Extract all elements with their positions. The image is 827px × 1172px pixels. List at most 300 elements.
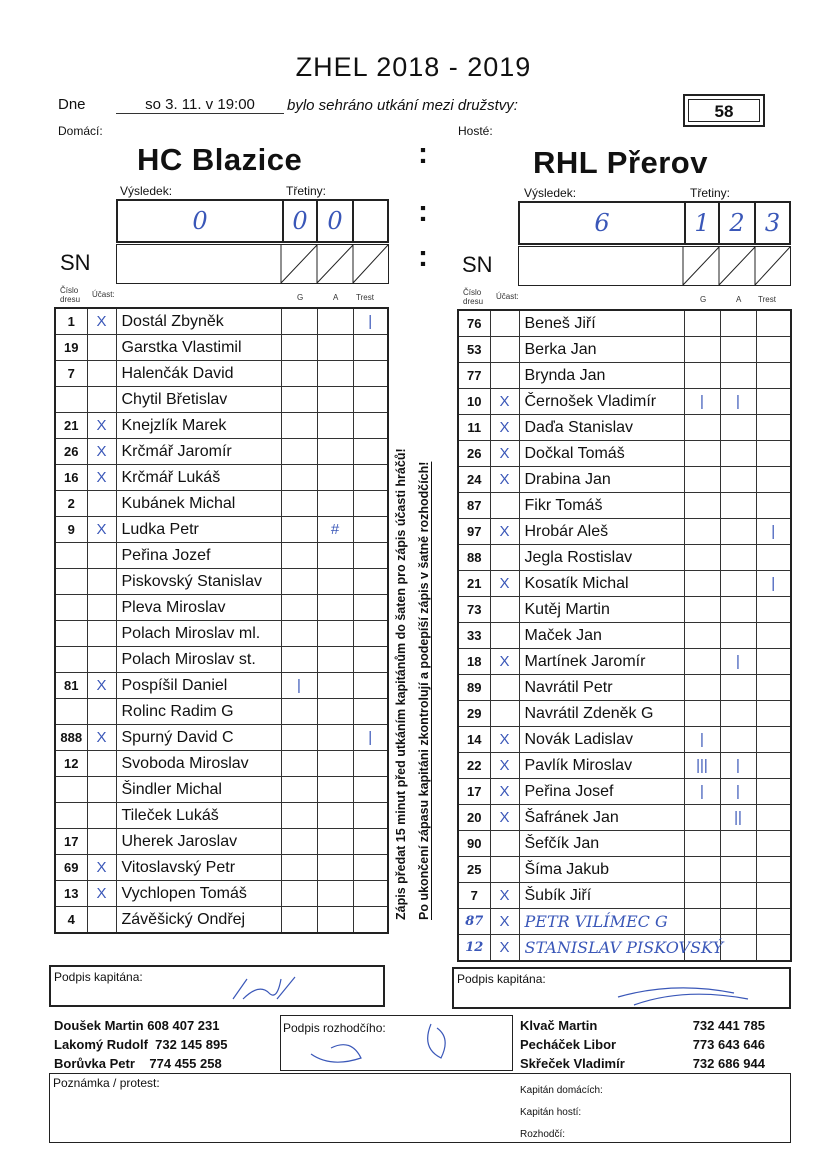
player-attendance: X — [490, 571, 519, 597]
player-name: Polach Miroslav st. — [116, 647, 281, 673]
player-attendance — [87, 361, 116, 387]
player-penalty: | — [353, 725, 388, 751]
player-penalty — [756, 779, 791, 805]
separator-colon: : — [418, 137, 428, 170]
player-goals — [684, 363, 720, 389]
player-goals — [281, 439, 317, 465]
player-attendance — [490, 545, 519, 571]
player-number: 33 — [458, 623, 490, 649]
player-name: Šafránek Jan — [519, 805, 684, 831]
player-attendance — [87, 751, 116, 777]
away-third-1: 1 — [684, 203, 720, 243]
player-goals — [281, 699, 317, 725]
played-text: bylo sehráno utkání mezi družstvy: — [287, 97, 518, 114]
player-assists: | — [720, 649, 756, 675]
away-thirds-label: Třetiny: — [690, 186, 731, 200]
player-goals — [281, 829, 317, 855]
player-name: Uherek Jaroslav — [116, 829, 281, 855]
player-goals — [281, 413, 317, 439]
player-name: Šíma Jakub — [519, 857, 684, 883]
player-goals — [684, 467, 720, 493]
player-number: 24 — [458, 467, 490, 493]
player-penalty — [353, 387, 388, 413]
contact-row: Doušek Martin 608 407 231 — [54, 1018, 220, 1033]
player-assists — [317, 673, 353, 699]
home-third-1: 0 — [282, 201, 318, 241]
player-number: 17 — [55, 829, 87, 855]
separator-colon: : — [418, 195, 428, 228]
player-row — [55, 803, 388, 829]
player-row — [458, 467, 791, 493]
player-assists — [720, 337, 756, 363]
away-sn-diagonals — [683, 247, 790, 285]
player-number: 16 — [55, 465, 87, 491]
player-assists: || — [720, 805, 756, 831]
player-penalty — [353, 907, 388, 934]
player-name: Novák Ladislav — [519, 727, 684, 753]
player-number: 97 — [458, 519, 490, 545]
player-row — [458, 701, 791, 727]
player-assists — [317, 413, 353, 439]
player-attendance — [87, 595, 116, 621]
player-row — [55, 777, 388, 803]
player-assists — [317, 725, 353, 751]
player-number: 22 — [458, 753, 490, 779]
away-team-name: RHL Přerov — [533, 145, 708, 180]
player-number — [55, 777, 87, 803]
player-number: 10 — [458, 389, 490, 415]
player-assists — [317, 465, 353, 491]
player-assists — [720, 675, 756, 701]
player-goals — [281, 491, 317, 517]
player-row — [458, 753, 791, 779]
home-col-a: A — [333, 293, 339, 302]
player-goals — [281, 647, 317, 673]
player-goals — [281, 595, 317, 621]
player-attendance: X — [87, 881, 116, 907]
away-captain-box — [452, 967, 791, 1009]
player-number: 26 — [55, 439, 87, 465]
referee-label: Podpis rozhodčího: — [283, 1021, 386, 1035]
player-penalty — [756, 909, 791, 935]
player-goals — [281, 907, 317, 934]
player-number: 73 — [458, 597, 490, 623]
player-name: Ludka Petr — [116, 517, 281, 543]
player-assists — [317, 855, 353, 881]
player-assists — [317, 308, 353, 335]
referee-signature — [291, 1018, 491, 1070]
player-number: 18 — [458, 649, 490, 675]
player-row — [458, 389, 791, 415]
player-goals — [281, 335, 317, 361]
player-row — [55, 465, 388, 491]
player-assists — [317, 907, 353, 934]
player-number: 20 — [458, 805, 490, 831]
player-penalty — [353, 881, 388, 907]
away-sn-label: SN — [462, 252, 493, 277]
player-row — [458, 441, 791, 467]
player-row — [55, 595, 388, 621]
player-attendance — [490, 857, 519, 883]
player-assists — [720, 441, 756, 467]
player-name: Dočkal Tomáš — [519, 441, 684, 467]
player-attendance: X — [87, 439, 116, 465]
player-penalty — [353, 751, 388, 777]
player-penalty — [353, 673, 388, 699]
player-attendance — [87, 829, 116, 855]
player-attendance — [490, 363, 519, 389]
right-contacts — [520, 1016, 765, 1073]
player-attendance — [87, 621, 116, 647]
player-goals — [281, 569, 317, 595]
player-row — [458, 649, 791, 675]
date-value: so 3. 11. v 19:00 — [116, 96, 284, 114]
player-row — [458, 571, 791, 597]
player-number — [55, 387, 87, 413]
player-number — [55, 621, 87, 647]
player-attendance: X — [490, 935, 519, 962]
player-penalty — [756, 649, 791, 675]
player-number: 88 — [458, 545, 490, 571]
home-result-box — [116, 199, 389, 243]
home-captain-signature — [229, 973, 299, 1005]
player-penalty — [756, 415, 791, 441]
player-name: Knejzlík Marek — [116, 413, 281, 439]
player-goals — [684, 337, 720, 363]
player-penalty — [353, 439, 388, 465]
player-number: 888 — [55, 725, 87, 751]
player-attendance — [87, 543, 116, 569]
player-penalty — [353, 569, 388, 595]
player-number: 19 — [55, 335, 87, 361]
player-name: Berka Jan — [519, 337, 684, 363]
player-number: 9 — [55, 517, 87, 543]
player-penalty — [756, 389, 791, 415]
player-attendance: X — [490, 805, 519, 831]
player-name: Šubík Jiří — [519, 883, 684, 909]
player-attendance: X — [87, 673, 116, 699]
player-goals — [281, 308, 317, 335]
player-row — [55, 517, 388, 543]
away-col-g: G — [700, 295, 707, 304]
player-name: Krčmář Lukáš — [116, 465, 281, 491]
player-assists — [720, 493, 756, 519]
player-name: PETR VILÍMEC G — [519, 909, 684, 935]
player-row — [55, 647, 388, 673]
player-row — [55, 308, 388, 335]
player-row — [55, 361, 388, 387]
player-attendance — [87, 907, 116, 934]
player-name: Rolinc Radim G — [116, 699, 281, 725]
player-penalty — [353, 543, 388, 569]
away-col-num: Číslo dresu — [463, 288, 484, 306]
notes-box[interactable] — [49, 1073, 791, 1143]
player-row — [55, 907, 388, 934]
player-number: 77 — [458, 363, 490, 389]
player-attendance: X — [87, 517, 116, 543]
player-attendance: X — [87, 855, 116, 881]
player-number: 69 — [55, 855, 87, 881]
player-goals — [281, 361, 317, 387]
player-number: 89 — [458, 675, 490, 701]
player-penalty — [756, 363, 791, 389]
player-penalty: | — [756, 519, 791, 545]
left-contacts — [54, 1016, 227, 1073]
away-roster-table — [457, 309, 792, 962]
player-assists — [317, 439, 353, 465]
notes-label: Poznámka / protest: — [53, 1076, 160, 1090]
player-penalty — [756, 883, 791, 909]
player-assists — [720, 727, 756, 753]
player-attendance: X — [87, 413, 116, 439]
away-result-label: Výsledek: — [524, 186, 577, 200]
player-row — [55, 621, 388, 647]
player-row — [55, 725, 388, 751]
player-number — [55, 647, 87, 673]
home-result-label: Výsledek: — [120, 184, 173, 198]
player-goals — [684, 545, 720, 571]
away-third-2: 2 — [720, 203, 756, 243]
player-number: 13 — [55, 881, 87, 907]
player-penalty — [353, 465, 388, 491]
home-thirds-label: Třetiny: — [286, 184, 327, 198]
player-row — [458, 831, 791, 857]
player-assists — [317, 387, 353, 413]
player-row — [55, 387, 388, 413]
player-attendance — [87, 569, 116, 595]
player-name: Maček Jan — [519, 623, 684, 649]
player-assists — [317, 543, 353, 569]
player-assists — [720, 519, 756, 545]
player-name: Kosatík Michal — [519, 571, 684, 597]
player-penalty — [353, 491, 388, 517]
away-captain-label: Podpis kapitána: — [457, 972, 546, 986]
player-name: Polach Miroslav ml. — [116, 621, 281, 647]
player-attendance: X — [490, 467, 519, 493]
player-row — [458, 597, 791, 623]
player-assists: | — [720, 779, 756, 805]
player-number — [55, 543, 87, 569]
player-row — [55, 881, 388, 907]
player-assists — [317, 491, 353, 517]
player-attendance — [490, 493, 519, 519]
away-result-value: 6 — [594, 209, 610, 237]
player-penalty — [353, 699, 388, 725]
player-row — [458, 493, 791, 519]
player-name: Chytil Břetislav — [116, 387, 281, 413]
player-goals: | — [684, 389, 720, 415]
match-number-box — [683, 94, 765, 127]
player-number: 81 — [55, 673, 87, 699]
player-attendance — [490, 675, 519, 701]
player-attendance — [490, 623, 519, 649]
player-assists — [720, 909, 756, 935]
home-third-2: 0 — [318, 201, 354, 241]
player-number: 4 — [55, 907, 87, 934]
player-name: Beneš Jiří — [519, 310, 684, 337]
player-assists — [720, 363, 756, 389]
player-goals — [281, 387, 317, 413]
player-goals — [684, 701, 720, 727]
player-number — [55, 699, 87, 725]
player-attendance — [490, 310, 519, 337]
player-penalty — [756, 337, 791, 363]
player-goals — [684, 493, 720, 519]
player-name: Daďa Stanislav — [519, 415, 684, 441]
home-third-3 — [354, 201, 387, 241]
sheet-title: ZHEL 2018 - 2019 — [295, 52, 532, 82]
player-attendance — [87, 777, 116, 803]
player-row — [55, 335, 388, 361]
player-assists — [317, 751, 353, 777]
player-penalty — [756, 623, 791, 649]
away-col-ucast: Účast: — [496, 292, 519, 301]
match-number: 58 — [688, 99, 760, 122]
player-assists — [720, 935, 756, 962]
player-assists — [317, 647, 353, 673]
home-sn-diagonals — [281, 245, 388, 283]
player-assists — [317, 335, 353, 361]
player-assists: | — [720, 389, 756, 415]
player-number: 53 — [458, 337, 490, 363]
player-penalty — [353, 517, 388, 543]
player-row — [458, 519, 791, 545]
home-team-name: HC Blazice — [137, 142, 303, 177]
player-penalty: | — [756, 571, 791, 597]
home-col-g: G — [297, 293, 304, 302]
player-row — [458, 675, 791, 701]
player-penalty — [756, 701, 791, 727]
player-name: Černošek Vladimír — [519, 389, 684, 415]
player-name: Hrobár Aleš — [519, 519, 684, 545]
player-goals — [684, 310, 720, 337]
player-penalty — [353, 647, 388, 673]
player-number: 21 — [458, 571, 490, 597]
player-goals — [281, 465, 317, 491]
away-third-3: 3 — [764, 209, 781, 237]
home-sn-label: SN — [60, 250, 91, 275]
player-name: Brynda Jan — [519, 363, 684, 389]
player-goals — [281, 517, 317, 543]
player-goals — [684, 571, 720, 597]
away-captain-signature — [614, 977, 754, 1007]
player-attendance — [490, 597, 519, 623]
player-name: Závěšický Ondřej — [116, 907, 281, 934]
player-name: Krčmář Jaromír — [116, 439, 281, 465]
player-goals — [684, 649, 720, 675]
player-attendance — [87, 699, 116, 725]
player-goals — [684, 883, 720, 909]
player-row — [55, 751, 388, 777]
player-goals — [281, 855, 317, 881]
player-name: Navrátil Zdeněk G — [519, 701, 684, 727]
player-row — [55, 855, 388, 881]
player-assists — [317, 361, 353, 387]
player-goals — [684, 909, 720, 935]
player-goals — [684, 519, 720, 545]
player-number: 90 — [458, 831, 490, 857]
home-sn-box — [116, 244, 389, 284]
home-captain-label: Podpis kapitána: — [54, 970, 143, 984]
player-name: Pospíšil Daniel — [116, 673, 281, 699]
player-row — [55, 569, 388, 595]
player-penalty — [353, 413, 388, 439]
home-label: Domácí: — [58, 124, 103, 138]
player-attendance: X — [490, 389, 519, 415]
player-penalty — [756, 441, 791, 467]
player-penalty — [353, 621, 388, 647]
contact-row: Lakomý Rudolf 732 145 895 — [54, 1037, 228, 1052]
player-number: 11 — [458, 415, 490, 441]
player-name: Martínek Jaromír — [519, 649, 684, 675]
player-name: Pleva Miroslav — [116, 595, 281, 621]
player-number: 12 — [458, 935, 490, 962]
player-assists — [720, 831, 756, 857]
contact-row: Klvač Martin 732 441 785 — [520, 1018, 765, 1033]
player-attendance: X — [490, 519, 519, 545]
player-attendance: X — [490, 727, 519, 753]
player-attendance: X — [87, 308, 116, 335]
player-penalty — [756, 805, 791, 831]
referee-signature-box — [280, 1015, 513, 1071]
player-number: 76 — [458, 310, 490, 337]
player-penalty — [353, 595, 388, 621]
player-name: Fikr Tomáš — [519, 493, 684, 519]
player-assists — [317, 829, 353, 855]
player-attendance: X — [490, 415, 519, 441]
player-row — [458, 935, 791, 962]
player-penalty — [756, 597, 791, 623]
player-assists: | — [720, 753, 756, 779]
player-row — [458, 909, 791, 935]
player-assists — [720, 701, 756, 727]
away-col-a: A — [736, 295, 742, 304]
player-attendance — [87, 647, 116, 673]
player-goals: | — [684, 727, 720, 753]
player-attendance: X — [87, 465, 116, 491]
player-attendance: X — [87, 725, 116, 751]
player-penalty — [353, 855, 388, 881]
player-name: Svoboda Miroslav — [116, 751, 281, 777]
player-attendance — [87, 387, 116, 413]
player-row — [458, 310, 791, 337]
player-row — [55, 829, 388, 855]
player-row — [458, 415, 791, 441]
player-name: Spurný David C — [116, 725, 281, 751]
player-row — [55, 673, 388, 699]
player-penalty — [353, 803, 388, 829]
player-assists — [720, 415, 756, 441]
player-number: 12 — [55, 751, 87, 777]
player-goals — [684, 441, 720, 467]
player-penalty — [756, 831, 791, 857]
player-attendance: X — [490, 909, 519, 935]
player-assists — [317, 699, 353, 725]
player-penalty — [353, 777, 388, 803]
player-number: 1 — [55, 308, 87, 335]
player-goals — [281, 881, 317, 907]
player-attendance: X — [490, 779, 519, 805]
player-number: 87 — [458, 493, 490, 519]
date-label: Dne — [58, 96, 86, 113]
home-col-num: Číslo dresu — [60, 286, 81, 304]
away-label: Hosté: — [458, 124, 493, 138]
player-attendance — [87, 335, 116, 361]
player-goals: ||| — [684, 753, 720, 779]
player-penalty — [756, 857, 791, 883]
separator-colon: : — [418, 240, 428, 273]
away-result-box — [518, 201, 791, 245]
